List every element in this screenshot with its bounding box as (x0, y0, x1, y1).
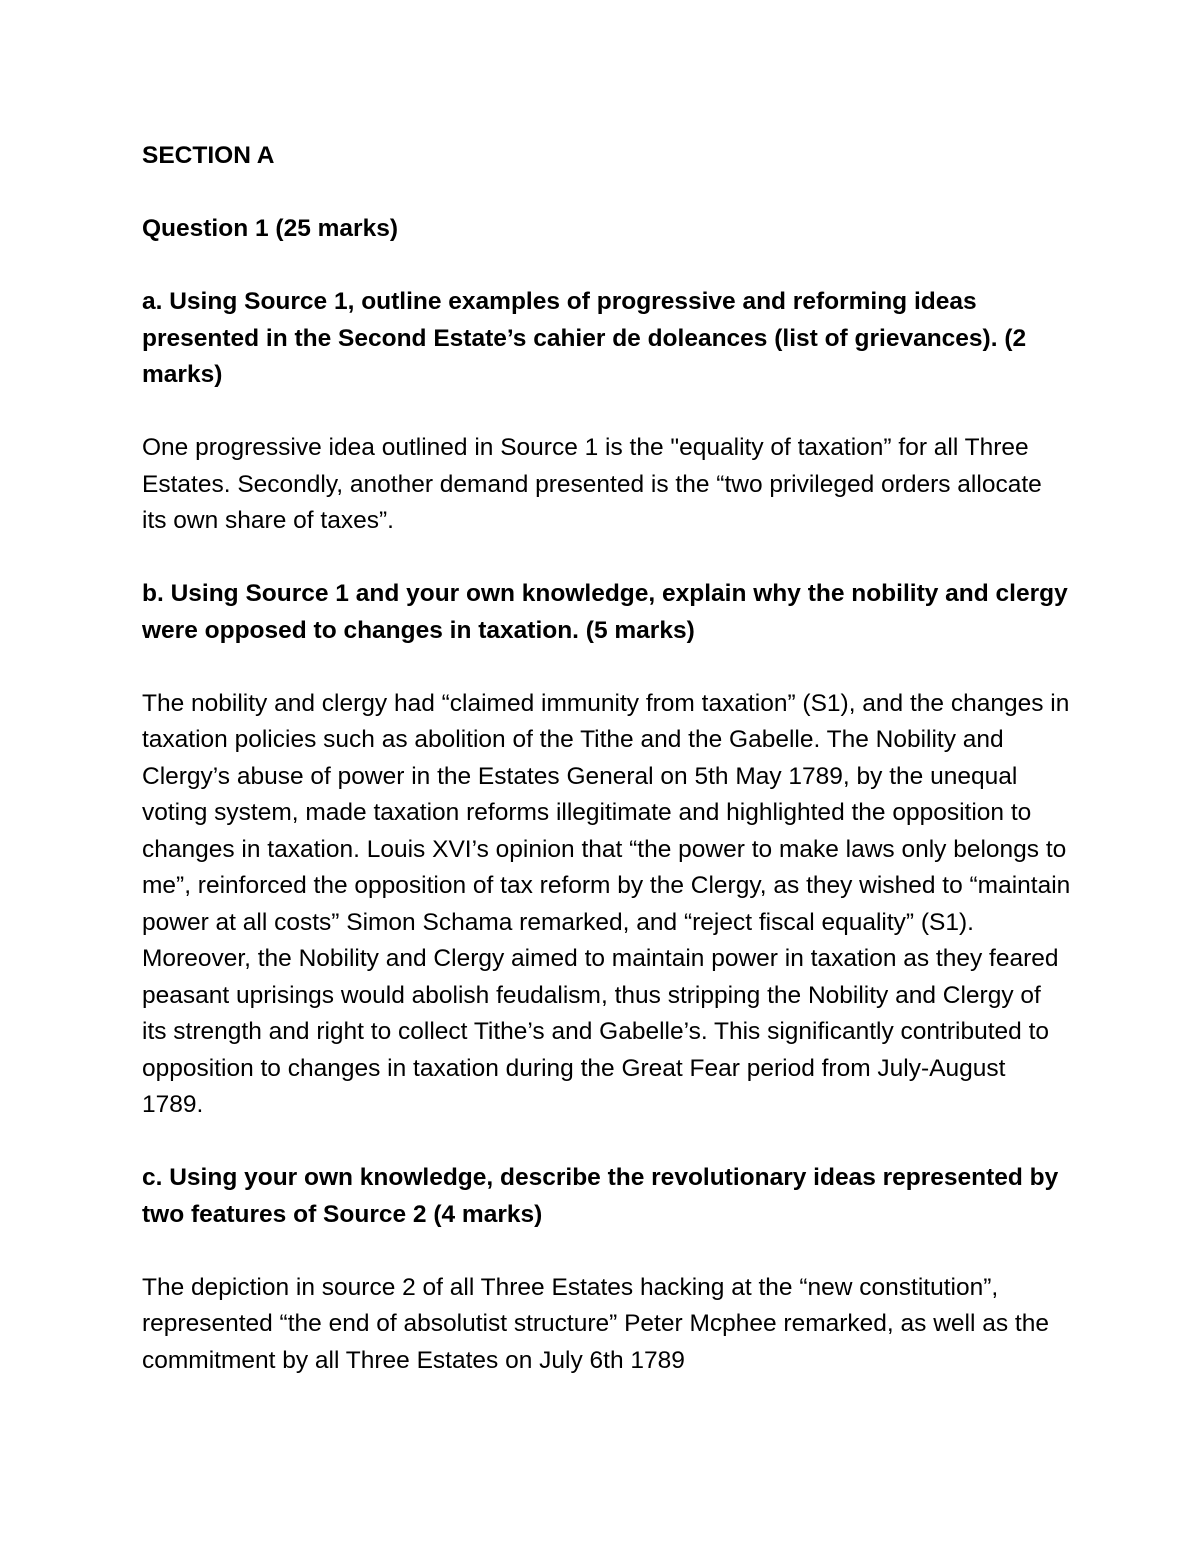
part-c-prompt: c. Using your own knowledge, describe the revolutionary ideas represented by two features of Source 2 (4 marks) (142, 1164, 1059, 1228)
part-a-answer: One progressive idea outlined in Source 1 is the "equality of taxation” for all Three Estates. Secondly, another demand presented is the “two privileged orders allocate its own share of taxes”. (142, 434, 1042, 534)
section-title: SECTION A (142, 142, 275, 169)
question-title: Question 1 (25 marks) (142, 215, 398, 242)
part-c-answer: The depiction in source 2 of all Three Estates hacking at the “new constitution”, represented “the end of absolutist structure” Peter Mcphee remarked, as well as the commitment by all Three Estates on July 6th 1789 (142, 1273, 1049, 1374)
part-a-prompt: a. Using Source 1, outline examples of progressive and reforming ideas presented in the Second Estate’s cahier de doleances (list of grievances). (2 marks) (142, 288, 1027, 388)
document-page (142, 138, 1072, 1379)
part-b-prompt: b. Using Source 1 and your own knowledge, explain why the nobility and clergy were opposed to changes in taxation. (5 marks) (142, 580, 1068, 644)
part-b-answer: The nobility and clergy had “claimed immunity from taxation” (S1), and the changes in taxation policies such as abolition of the Tithe and the Gabelle. The Nobility and Clergy’s abuse of power in the Estates General on 5th May 1789, by the unequal voting system, made taxation reforms illegitimate and highlighted the opposition to changes in taxation. Louis XVI’s opinion that “the power to make laws only belongs to me”, reinforced the opposition of tax reform by the Clergy, as they wished to “maintain power at all costs” Simon Schama remarked, and “reject fiscal equality” (S1). Moreover, the Nobility and Clergy aimed to maintain power in taxation as they feared peasant uprisings would abolish feudalism, thus stripping the Nobility and Clergy of its strength and right to collect Tithe’s and Gabelle’s. This significantly contributed to opposition to changes in taxation during the Great Fear period from July-August 1789. (142, 689, 1071, 1118)
